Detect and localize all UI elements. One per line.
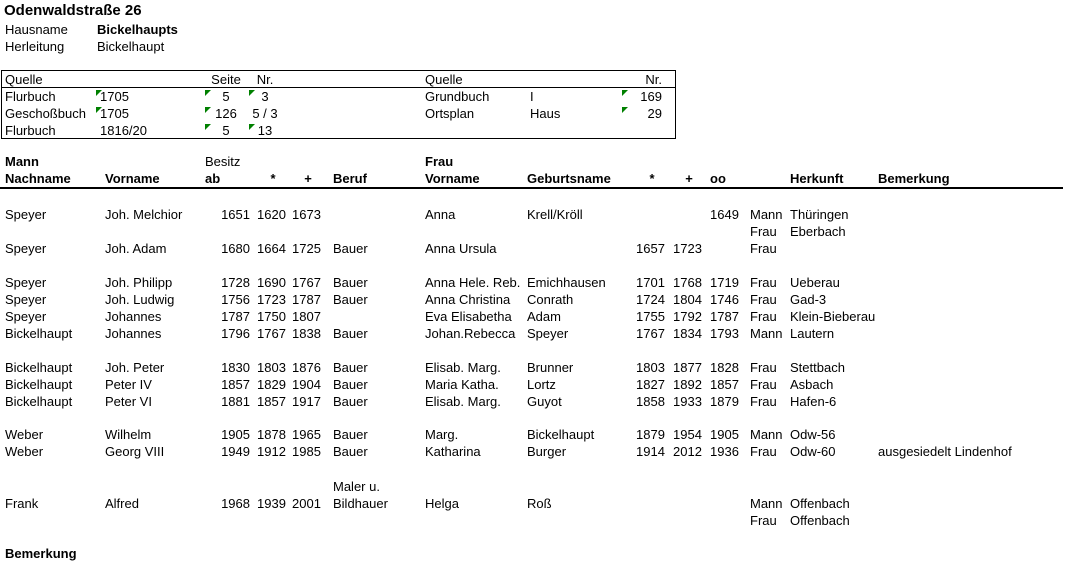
- cell-quelle: Geschoßbuch: [5, 106, 86, 121]
- cell-besitz-ab: 1651: [221, 207, 250, 222]
- cell-frau-tod: 1954: [673, 427, 702, 442]
- cell-beruf: Bauer: [333, 444, 368, 459]
- cell-nr: 13: [257, 123, 273, 138]
- cell-frau-vorname: Anna Christina: [425, 292, 511, 307]
- family-row: [0, 274, 1076, 291]
- cell-frau-vorname: Anna Ursula: [425, 241, 497, 256]
- cell-frau-geburt: 1914: [636, 444, 665, 459]
- cell-frau-vorname: Anna Hele. Reb.: [425, 275, 521, 290]
- cell-frau-tod: 1834: [673, 326, 702, 341]
- cell-frau-tod: 1723: [673, 241, 702, 256]
- sources-header-row: [0, 71, 1076, 88]
- cell-wert: I: [530, 89, 534, 104]
- info-row-herleitung: [0, 38, 1076, 55]
- herleitung-value: Bickelhaupt: [97, 39, 165, 54]
- cell-frau-geburt: 1755: [636, 309, 665, 324]
- cell-bemerkung: ausgesiedelt Lindenhof: [878, 444, 1012, 459]
- cell-herkunft: Hafen-6: [790, 394, 837, 409]
- cell-mann-vorname: Georg VIII: [105, 444, 165, 459]
- sources-nr-header: Nr.: [256, 72, 274, 87]
- cell-beruf: Bildhauer: [333, 496, 388, 511]
- family-row: [0, 443, 1076, 460]
- sources-quelle-header: Quelle: [5, 72, 43, 87]
- cell-geburtsname: Adam: [527, 309, 561, 324]
- cell-besitz-ab: 1830: [221, 360, 250, 375]
- cell-mann-tod: 1673: [292, 207, 321, 222]
- cell-herkunft: Ueberau: [790, 275, 840, 290]
- cell-frau-tod: 1804: [673, 292, 702, 307]
- cell-nr: 29: [647, 106, 662, 121]
- cell-rolle: Frau: [750, 292, 777, 307]
- cell-rolle: Frau: [750, 444, 777, 459]
- family-row-beruf-top: [0, 478, 1076, 495]
- cell-besitz-ab: 1881: [221, 394, 250, 409]
- cell-quelle: Ortsplan: [425, 106, 475, 121]
- cell-rolle: Frau: [750, 309, 777, 324]
- family-row: [0, 495, 1076, 512]
- cell-frau-vorname: Katharina: [425, 444, 481, 459]
- cell-besitz-ab: 1905: [221, 427, 250, 442]
- cell-nr: 169: [640, 89, 662, 104]
- besitz-group-header: Besitz: [205, 154, 241, 169]
- cell-beruf: [333, 206, 423, 223]
- tod-header: +: [304, 171, 312, 186]
- cell-herkunft: Odw-56: [790, 427, 836, 442]
- cell-frau-tod: 1792: [673, 309, 702, 324]
- sources-seite-header: Seite: [211, 72, 241, 87]
- cell-heirat: 1787: [710, 309, 739, 324]
- cell-rolle: Mann: [750, 427, 783, 442]
- cell-frau-geburt: 1879: [636, 427, 665, 442]
- cell-heirat: 1719: [710, 275, 739, 290]
- cell-rolle: Frau: [750, 360, 777, 375]
- cell-mann-geburt: 1803: [257, 360, 286, 375]
- cell-frau-vorname: Maria Katha.: [425, 377, 499, 392]
- family-row: [0, 376, 1076, 393]
- cell-rolle: Frau: [750, 377, 777, 392]
- sources-row: [0, 105, 1076, 122]
- cell-heirat: 1857: [710, 377, 739, 392]
- cell-frau-vorname: Anna: [425, 207, 456, 222]
- cell-rolle: Frau: [750, 275, 777, 290]
- cell-mann-tod: 1787: [292, 292, 321, 307]
- cell-mann-geburt: 1939: [257, 496, 286, 511]
- bemerkung-header: Bemerkung: [878, 171, 950, 186]
- geburt-header: *: [270, 171, 276, 186]
- cell-herkunft: Odw-60: [790, 444, 836, 459]
- cell-mann-geburt: 1664: [257, 241, 286, 256]
- cell-frau-geburt: 1701: [636, 275, 665, 290]
- cell-mann-nachname: Speyer: [5, 207, 47, 222]
- cell-mann-tod: 2001: [292, 496, 321, 511]
- cell-geburtsname: Krell/Kröll: [527, 207, 583, 222]
- frau-vorname-header: Vorname: [425, 171, 480, 186]
- cell-frau-geburt: 1858: [636, 394, 665, 409]
- family-row: [0, 240, 1076, 257]
- cell-quelle: Grundbuch: [425, 89, 490, 104]
- cell-herkunft: Klein-Bieberau: [790, 309, 876, 324]
- cell-frau-tod: 1877: [673, 360, 702, 375]
- cell-besitz-ab: 1796: [221, 326, 250, 341]
- sources-quelle-header-right: Quelle: [425, 72, 463, 87]
- cell-mann-tod: 1807: [292, 309, 321, 324]
- cell-beruf: Bauer: [333, 377, 368, 392]
- ab-header: ab: [205, 171, 221, 186]
- cell-beruf: Bauer: [333, 292, 368, 307]
- family-row: [0, 206, 1076, 223]
- cell-besitz-ab: 1949: [221, 444, 250, 459]
- family-header-row: [0, 170, 1076, 187]
- cell-geburtsname: Lortz: [527, 377, 556, 392]
- cell-heirat: 1746: [710, 292, 739, 307]
- cell-frau-vorname: Johan.Rebecca: [425, 326, 516, 341]
- cell-mann-nachname: Speyer: [5, 241, 47, 256]
- cell-mann-tod: 1767: [292, 275, 321, 290]
- cell-rolle: Frau: [750, 241, 777, 256]
- family-row-continuation: [0, 512, 1076, 529]
- cell-mann-geburt: 1750: [257, 309, 286, 324]
- cell-mann-nachname: Weber: [5, 444, 44, 459]
- cell-mann-nachname: Speyer: [5, 275, 47, 290]
- cell-rolle: Mann: [750, 207, 783, 222]
- cell-frau-tod: 2012: [673, 444, 702, 459]
- cell-mann-vorname: Joh. Melchior: [105, 207, 183, 222]
- cell-geburtsname: Brunner: [527, 360, 574, 375]
- cell-herkunft: Stettbach: [790, 360, 845, 375]
- cell-heirat: 1793: [710, 326, 739, 341]
- cell-mann-vorname: Joh. Peter: [105, 360, 165, 375]
- family-row: [0, 426, 1076, 443]
- cell-frau-tod: 1768: [673, 275, 702, 290]
- cell-rolle: Frau: [750, 394, 777, 409]
- cell-seite: 5: [222, 89, 230, 104]
- family-row-continuation: [0, 223, 1076, 240]
- cell-mann-geburt: 1723: [257, 292, 286, 307]
- cell-geburtsname: Emichhausen: [527, 275, 606, 290]
- cell-nr: 3: [261, 89, 269, 104]
- cell-beruf: [333, 308, 423, 325]
- cell-beruf: Bauer: [333, 394, 368, 409]
- cell-nr: 5 / 3: [252, 106, 278, 121]
- cell-mann-nachname: Frank: [5, 496, 39, 511]
- cell-mann-geburt: 1857: [257, 394, 286, 409]
- cell-geburtsname: Roß: [527, 496, 552, 511]
- cell-geburtsname: Conrath: [527, 292, 574, 307]
- cell-frau-geburt: 1767: [636, 326, 665, 341]
- herleitung-label: Herleitung: [5, 39, 65, 54]
- cell-quelle: Flurbuch: [5, 89, 56, 104]
- cell-mann-vorname: Alfred: [105, 496, 139, 511]
- hausname-value: Bickelhaupts: [97, 22, 178, 37]
- cell-frau-vorname: Eva Elisabetha: [425, 309, 512, 324]
- cell-mann-vorname: Johannes: [105, 326, 162, 341]
- beruf-header: Beruf: [333, 171, 367, 186]
- cell-frau-vorname: Elisab. Marg.: [425, 394, 501, 409]
- cell-beruf: Bauer: [333, 326, 368, 341]
- cell-beruf: Bauer: [333, 360, 368, 375]
- cell-mann-vorname: Peter VI: [105, 394, 152, 409]
- mann-group-header: Mann: [5, 154, 39, 169]
- bottom-bemerkung-row: [0, 545, 1076, 562]
- cell-heirat: 1905: [710, 427, 739, 442]
- cell-geburtsname: Guyot: [527, 394, 562, 409]
- cell-mann-geburt: 1829: [257, 377, 286, 392]
- cell-beruf: Maler u.: [333, 479, 380, 494]
- cell-besitz-ab: 1728: [221, 275, 250, 290]
- cell-seite: 5: [222, 123, 230, 138]
- cell-mann-nachname: Weber: [5, 427, 44, 442]
- hausname-label: Hausname: [5, 22, 68, 37]
- page-title: Odenwaldstraße 26: [4, 2, 142, 19]
- cell-besitz-ab: 1857: [221, 377, 250, 392]
- cell-rolle: Mann: [750, 496, 783, 511]
- cell-rolle: Mann: [750, 326, 783, 341]
- cell-mann-vorname: Wilhelm: [105, 427, 152, 442]
- cell-heirat: 1828: [710, 360, 739, 375]
- cell-mann-tod: 1876: [292, 360, 321, 375]
- cell-mann-vorname: Peter IV: [105, 377, 152, 392]
- cell-mann-tod: 1985: [292, 444, 321, 459]
- cell-mann-vorname: Joh. Adam: [105, 241, 167, 256]
- geburtsname-header: Geburtsname: [527, 171, 611, 186]
- cell-mann-tod: 1725: [292, 241, 321, 256]
- cell-beruf: Bauer: [333, 427, 368, 442]
- cell-mann-geburt: 1767: [257, 326, 286, 341]
- cell-herkunft: Gad-3: [790, 292, 827, 307]
- cell-herkunft: Lautern: [790, 326, 835, 341]
- cell-mann-geburt: 1912: [257, 444, 286, 459]
- cell-besitz-ab: 1756: [221, 292, 250, 307]
- herkunft-header: Herkunft: [790, 171, 844, 186]
- frau-tod-header: +: [685, 171, 693, 186]
- cell-quelle: Flurbuch: [5, 123, 56, 138]
- cell-besitz-ab: 1680: [221, 241, 250, 256]
- cell-geburtsname: Bickelhaupt: [527, 427, 595, 442]
- cell-mann-nachname: Bickelhaupt: [5, 326, 73, 341]
- cell-geburtsname: Speyer: [527, 326, 569, 341]
- cell-mann-tod: 1917: [292, 394, 321, 409]
- cell-beruf: Bauer: [333, 241, 368, 256]
- cell-frau-geburt: 1657: [636, 241, 665, 256]
- sources-row: [0, 122, 1076, 139]
- vorname-header: Vorname: [105, 171, 160, 186]
- cell-mann-nachname: Bickelhaupt: [5, 360, 73, 375]
- heirat-header: oo: [710, 171, 726, 186]
- cell-wert: Haus: [530, 106, 561, 121]
- cell-frau-tod: 1892: [673, 377, 702, 392]
- cell-mann-vorname: Johannes: [105, 309, 162, 324]
- cell-herkunft: Offenbach: [790, 513, 850, 528]
- cell-beruf: Bauer: [333, 275, 368, 290]
- nachname-header: Nachname: [5, 171, 71, 186]
- cell-mann-tod: 1838: [292, 326, 321, 341]
- cell-frau-geburt: 1803: [636, 360, 665, 375]
- family-header-top: [0, 153, 1076, 170]
- family-row: [0, 325, 1076, 342]
- frau-group-header: Frau: [425, 154, 454, 169]
- cell-mann-nachname: Bickelhaupt: [5, 394, 73, 409]
- cell-rolle: Frau: [750, 224, 777, 239]
- cell-herkunft: Thüringen: [790, 207, 849, 222]
- cell-besitz-ab: 1787: [221, 309, 250, 324]
- cell-mann-vorname: Joh. Ludwig: [105, 292, 175, 307]
- sources-nr-header-right: Nr.: [645, 72, 662, 87]
- cell-frau-vorname: Helga: [425, 496, 459, 511]
- cell-mann-vorname: Joh. Philipp: [105, 275, 173, 290]
- frau-geburt-header: *: [649, 171, 655, 186]
- family-row: [0, 359, 1076, 376]
- bottom-bemerkung-label: Bemerkung: [5, 546, 77, 561]
- cell-herkunft: Eberbach: [790, 224, 846, 239]
- cell-mann-nachname: Speyer: [5, 309, 47, 324]
- sources-row: [0, 88, 1076, 105]
- cell-mann-geburt: 1878: [257, 427, 286, 442]
- cell-frau-geburt: 1827: [636, 377, 665, 392]
- cell-mann-nachname: Speyer: [5, 292, 47, 307]
- cell-wert: 1705: [100, 106, 129, 121]
- cell-besitz-ab: 1968: [221, 496, 250, 511]
- cell-mann-tod: 1965: [292, 427, 321, 442]
- cell-wert: 1705: [100, 89, 129, 104]
- cell-rolle: Frau: [750, 513, 777, 528]
- cell-mann-nachname: Bickelhaupt: [5, 377, 73, 392]
- family-row: [0, 308, 1076, 325]
- cell-mann-tod: 1904: [292, 377, 321, 392]
- header-underline: [0, 187, 1063, 189]
- cell-frau-vorname: Elisab. Marg.: [425, 360, 501, 375]
- cell-herkunft: Asbach: [790, 377, 834, 392]
- cell-heirat: 1879: [710, 394, 739, 409]
- cell-mann-geburt: 1620: [257, 207, 286, 222]
- cell-seite: 126: [215, 106, 237, 121]
- cell-heirat: 1936: [710, 444, 739, 459]
- cell-wert: 1816/20: [100, 123, 147, 138]
- cell-herkunft: Offenbach: [790, 496, 850, 511]
- cell-heirat: 1649: [710, 207, 739, 222]
- info-row-hausname: [0, 21, 1076, 38]
- cell-mann-geburt: 1690: [257, 275, 286, 290]
- cell-frau-vorname: Marg.: [425, 427, 459, 442]
- cell-geburtsname: Burger: [527, 444, 567, 459]
- cell-frau-tod: 1933: [673, 394, 702, 409]
- cell-frau-geburt: 1724: [636, 292, 665, 307]
- family-row: [0, 291, 1076, 308]
- family-row: [0, 393, 1076, 410]
